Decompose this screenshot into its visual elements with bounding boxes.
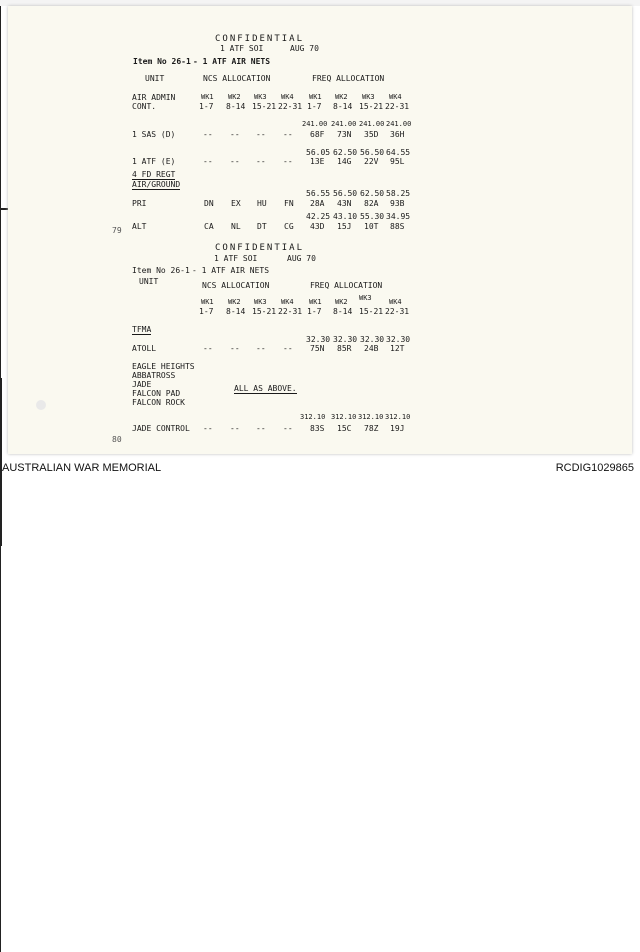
ncs-cell: -- (256, 157, 266, 166)
week-heading: WK4 (389, 298, 402, 306)
ncs-cell: -- (203, 157, 213, 166)
freq-cell: 56.05 (306, 148, 331, 157)
week-heading: WK3 (254, 93, 267, 101)
unit-label: TFMA (132, 325, 152, 334)
page-number: 79 (112, 226, 122, 235)
unit-label: FALCON ROCK (132, 398, 185, 407)
freq-column-heading: FREQ ALLOCATION (312, 74, 385, 83)
freq-code: 15C (337, 424, 352, 433)
freq-cell: 312.10 (358, 413, 384, 421)
ncs-cell: -- (203, 424, 213, 433)
soi-line: 1 ATF SOI (220, 44, 264, 53)
freq-cell: 312.10 (300, 413, 326, 421)
freq-code: 83S (310, 424, 325, 433)
freq-cell: 64.55 (386, 148, 411, 157)
rule (0, 692, 1, 838)
week-range: 1-7 (199, 307, 214, 316)
week-range: 1-7 (199, 102, 214, 111)
freq-cell: 55.30 (360, 212, 385, 221)
week-range: 15-21 (359, 307, 384, 316)
freq-cell: 312.10 (331, 413, 357, 421)
unit-label: ALT (132, 222, 147, 231)
freq-cell: 56.55 (306, 189, 331, 198)
all-as-above-note: ALL AS ABOVE. (234, 384, 297, 393)
ncs-cell: -- (230, 344, 240, 353)
freq-code: 85R (337, 344, 352, 353)
confidential-header: CONFIDENTIAL (215, 243, 305, 253)
freq-cell: 32.30 (360, 335, 385, 344)
ncs-column-heading: NCS ALLOCATION (202, 281, 270, 290)
item-title: - 1 ATF AIR NETS (192, 266, 270, 275)
freq-cell: 312.10 (385, 413, 411, 421)
freq-code: 43D (310, 222, 325, 231)
ncs-cell: NL (231, 222, 241, 231)
freq-cell: 34.95 (386, 212, 411, 221)
freq-cell: 32.30 (386, 335, 411, 344)
freq-code: 28A (310, 199, 325, 208)
date-line: AUG 70 (287, 254, 316, 263)
week-heading: WK2 (228, 93, 241, 101)
freq-code: 12T (390, 344, 405, 353)
freq-code: 19J (390, 424, 405, 433)
freq-code: 43N (337, 199, 352, 208)
ncs-cell: -- (256, 424, 266, 433)
punch-hole (36, 400, 46, 410)
ncs-cell: -- (256, 344, 266, 353)
rule (0, 210, 1, 378)
week-heading: WK3 (362, 93, 375, 101)
freq-code: 36H (390, 130, 405, 139)
ncs-cell: -- (230, 157, 240, 166)
week-range: 15-21 (359, 102, 384, 111)
week-range: 1-7 (307, 102, 322, 111)
week-heading: WK4 (281, 298, 294, 306)
week-heading: WK2 (228, 298, 241, 306)
week-heading: WK1 (201, 93, 214, 101)
freq-cell: 241.00 (386, 120, 412, 128)
rule (0, 838, 1, 952)
freq-code: 35D (364, 130, 379, 139)
freq-code: 78Z (364, 424, 379, 433)
ncs-cell: CG (284, 222, 294, 231)
freq-code: 73N (337, 130, 352, 139)
item-number: Item No 26-1 (133, 57, 191, 66)
soi-line: 1 ATF SOI (214, 254, 258, 263)
week-range: 22-31 (278, 102, 303, 111)
week-range: 8-14 (333, 307, 353, 316)
ncs-cell: HU (257, 199, 267, 208)
unit-label: CONT. (132, 102, 157, 111)
freq-code: 22V (364, 157, 379, 166)
unit-label: 4 FD REGT (132, 170, 176, 179)
unit-label: PRI (132, 199, 147, 208)
freq-code: 82A (364, 199, 379, 208)
freq-cell: 62.50 (333, 148, 358, 157)
ncs-cell: FN (284, 199, 294, 208)
ncs-cell: EX (231, 199, 241, 208)
freq-code: 75N (310, 344, 325, 353)
unit-label: 1 ATF (E) (132, 157, 176, 166)
week-heading: WK2 (335, 298, 348, 306)
confidential-header: CONFIDENTIAL (215, 34, 305, 44)
ncs-cell: -- (283, 344, 293, 353)
freq-code: 24B (364, 344, 379, 353)
freq-cell: 58.25 (386, 189, 411, 198)
unit-label: FALCON PAD (132, 389, 181, 398)
week-heading: WK4 (281, 93, 294, 101)
item-number: Item No 26-1 (132, 266, 190, 275)
freq-cell: 42.25 (306, 212, 331, 221)
ncs-cell: -- (283, 157, 293, 166)
date-line: AUG 70 (290, 44, 319, 53)
ncs-cell: -- (283, 424, 293, 433)
unit-column-heading: UNIT (145, 74, 165, 83)
week-range: 22-31 (385, 102, 410, 111)
freq-column-heading: FREQ ALLOCATION (310, 281, 383, 290)
left-border (0, 0, 1, 208)
freq-code: 13E (310, 157, 325, 166)
unit-label: AIR/GROUND (132, 180, 181, 189)
unit-label: AIR ADMIN (132, 93, 176, 102)
ncs-cell: -- (203, 344, 213, 353)
week-heading: WK3 (254, 298, 267, 306)
freq-cell: 32.30 (333, 335, 358, 344)
freq-code: 88S (390, 222, 405, 231)
freq-cell: 56.50 (333, 189, 358, 198)
unit-label: ABBATROSS (132, 371, 176, 380)
week-heading: WK4 (389, 93, 402, 101)
week-range: 22-31 (385, 307, 410, 316)
freq-cell: 62.50 (360, 189, 385, 198)
week-heading: WK1 (309, 298, 322, 306)
unit-label: JADE (132, 380, 152, 389)
ncs-column-heading: NCS ALLOCATION (203, 74, 271, 83)
ncs-cell: DN (204, 199, 214, 208)
ncs-cell: -- (230, 424, 240, 433)
week-range: 15-21 (252, 307, 277, 316)
freq-cell: 241.00 (331, 120, 357, 128)
freq-cell: 56.50 (360, 148, 385, 157)
unit-column-heading: UNIT (139, 277, 159, 286)
week-range: 22-31 (278, 307, 303, 316)
week-range: 8-14 (226, 102, 246, 111)
freq-cell: 241.00 (359, 120, 385, 128)
unit-label: JADE CONTROL (132, 424, 190, 433)
unit-label: EAGLE HEIGHTS (132, 362, 195, 371)
week-heading: WK2 (335, 93, 348, 101)
item-title: - 1 ATF AIR NETS (193, 57, 271, 66)
freq-cell: 43.10 (333, 212, 358, 221)
freq-code: 15J (337, 222, 352, 231)
week-range: 8-14 (226, 307, 246, 316)
unit-label: ATOLL (132, 344, 157, 353)
week-range: 1-7 (307, 307, 322, 316)
unit-label: 1 SAS (D) (132, 130, 176, 139)
week-range: 15-21 (252, 102, 277, 111)
freq-cell: 241.00 (302, 120, 328, 128)
ncs-cell: DT (257, 222, 267, 231)
freq-code: 95L (390, 157, 405, 166)
freq-code: 10T (364, 222, 379, 231)
page-number: 80 (112, 435, 122, 444)
freq-code: 68F (310, 130, 325, 139)
ncs-cell: CA (204, 222, 214, 231)
footer-record-id: RCDIG1029865 (555, 462, 634, 474)
freq-cell: 32.30 (306, 335, 331, 344)
ncs-cell: -- (203, 130, 213, 139)
rule (0, 546, 1, 692)
week-heading: WK1 (309, 93, 322, 101)
week-range: 8-14 (333, 102, 353, 111)
week-heading: WK3 (359, 294, 372, 302)
ncs-cell: -- (256, 130, 266, 139)
ncs-cell: -- (230, 130, 240, 139)
freq-code: 93B (390, 199, 405, 208)
footer-archive-name: AUSTRALIAN WAR MEMORIAL (2, 462, 162, 474)
ncs-cell: -- (283, 130, 293, 139)
week-heading: WK1 (201, 298, 214, 306)
freq-code: 14G (337, 157, 352, 166)
